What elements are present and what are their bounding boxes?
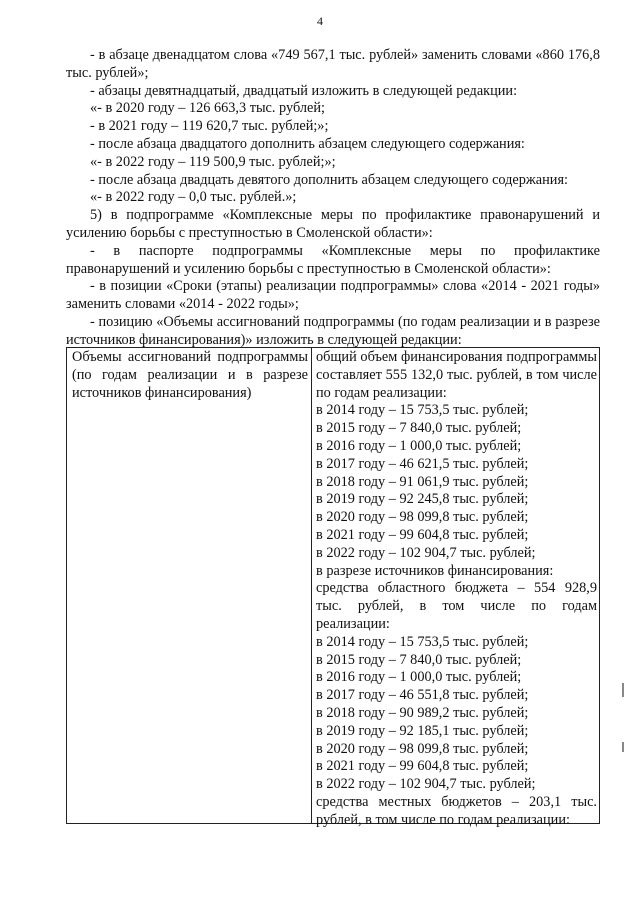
paragraph: - позицию «Объемы ассигнований подпрограммы (по годам реализации и в разрезе источников финансирования)» изложить в следующей редакции: (66, 313, 600, 348)
list-item: в 2020 году – 98 099,8 тыс. рублей; (316, 740, 529, 757)
list-item: в 2020 году – 98 099,8 тыс. рублей; (316, 509, 529, 526)
total-funding-intro: общий объем финансирования подпрограммы составляет 555 132,0 тыс. рублей, в том числе по годам реализации: (316, 349, 597, 401)
paragraph: «- в 2020 году – 126 663,3 тыс. рублей; (90, 100, 325, 117)
funding-table (66, 347, 600, 828)
list-item: в 2014 году – 15 753,5 тыс. рублей; (316, 402, 529, 419)
total-by-year-list (316, 402, 597, 562)
list-item: в 2021 году – 99 604,8 тыс. рублей; (316, 526, 529, 543)
list-item: в 2015 году – 7 840,0 тыс. рублей; (316, 420, 522, 437)
list-item: в 2021 году – 99 604,8 тыс. рублей; (316, 758, 529, 775)
paragraph: - после абзаца двадцать девятого дополнить абзацем следующего содержания: (90, 171, 568, 188)
list-item: в 2016 году – 1 000,0 тыс. рублей; (316, 437, 522, 454)
regional-budget-intro: средства областного бюджета – 554 928,9 тыс. рублей, в том числе по годам реализации: (316, 580, 597, 632)
table-left-cell: Объемы ассигнований подпрограммы (по годам реализации и в разрезе источников финансирования) (72, 349, 308, 401)
list-item: в 2015 году – 7 840,0 тыс. рублей; (316, 651, 522, 668)
list-item: в 2017 году – 46 551,8 тыс. рублей; (316, 687, 529, 704)
list-item: в 2018 году – 91 061,9 тыс. рублей; (316, 473, 529, 490)
list-item: в 2019 году – 92 185,1 тыс. рублей; (316, 722, 529, 739)
table-right-cell (316, 349, 597, 830)
paragraph: «- в 2022 году – 0,0 тыс. рублей.»; (90, 189, 297, 206)
paragraph: «- в 2022 году – 119 500,9 тыс. рублей;»; (90, 153, 336, 170)
paragraph: - абзацы девятнадцатый, двадцатый изложить в следующей редакции: (90, 82, 518, 99)
paragraph: - после абзаца двадцатого дополнить абзацем следующего содержания: (90, 135, 525, 152)
list-item: в 2017 году – 46 621,5 тыс. рублей; (316, 455, 529, 472)
scan-artifact-mark (622, 742, 624, 752)
local-budget-intro: средства местных бюджетов – 203,1 тыс. рублей, в том числе по годам реализации: (316, 793, 597, 828)
list-item: в 2019 году – 92 245,8 тыс. рублей; (316, 491, 529, 508)
list-item: в 2022 году – 102 904,7 тыс. рублей; (316, 776, 536, 793)
document-body (66, 47, 600, 350)
table-column-divider (311, 348, 312, 823)
page-number: 4 (317, 14, 323, 28)
paragraph: - в паспорте подпрограммы «Комплексные меры по профилактике правонарушений и усилению борьбы с преступностью в Смоленской области»: (66, 242, 600, 277)
paragraph: 5) в подпрограмме «Комплексные меры по профилактике правонарушений и усилению борьбы с преступностью в Смоленской области»: (66, 207, 600, 241)
list-item: в 2022 году – 102 904,7 тыс. рублей; (316, 544, 536, 561)
paragraph: - в 2021 году – 119 620,7 тыс. рублей;»; (90, 118, 329, 135)
sources-heading: в разрезе источников финансирования: (316, 562, 554, 579)
scan-artifact-mark (622, 683, 624, 697)
paragraph: - в абзаце двенадцатом слова «749 567,1 тыс. рублей» заменить словами «860 176,8 тыс. рублей»; (66, 47, 600, 81)
list-item: в 2016 году – 1 000,0 тыс. рублей; (316, 669, 522, 686)
regional-by-year-list (316, 634, 597, 794)
list-item: в 2018 году – 90 989,2 тыс. рублей; (316, 704, 529, 721)
paragraph: - в позиции «Сроки (этапы) реализации подпрограммы» слова «2014 - 2021 годы» заменить словами «2014 - 2022 годы»; (66, 278, 600, 313)
list-item: в 2014 году – 15 753,5 тыс. рублей; (316, 633, 529, 650)
